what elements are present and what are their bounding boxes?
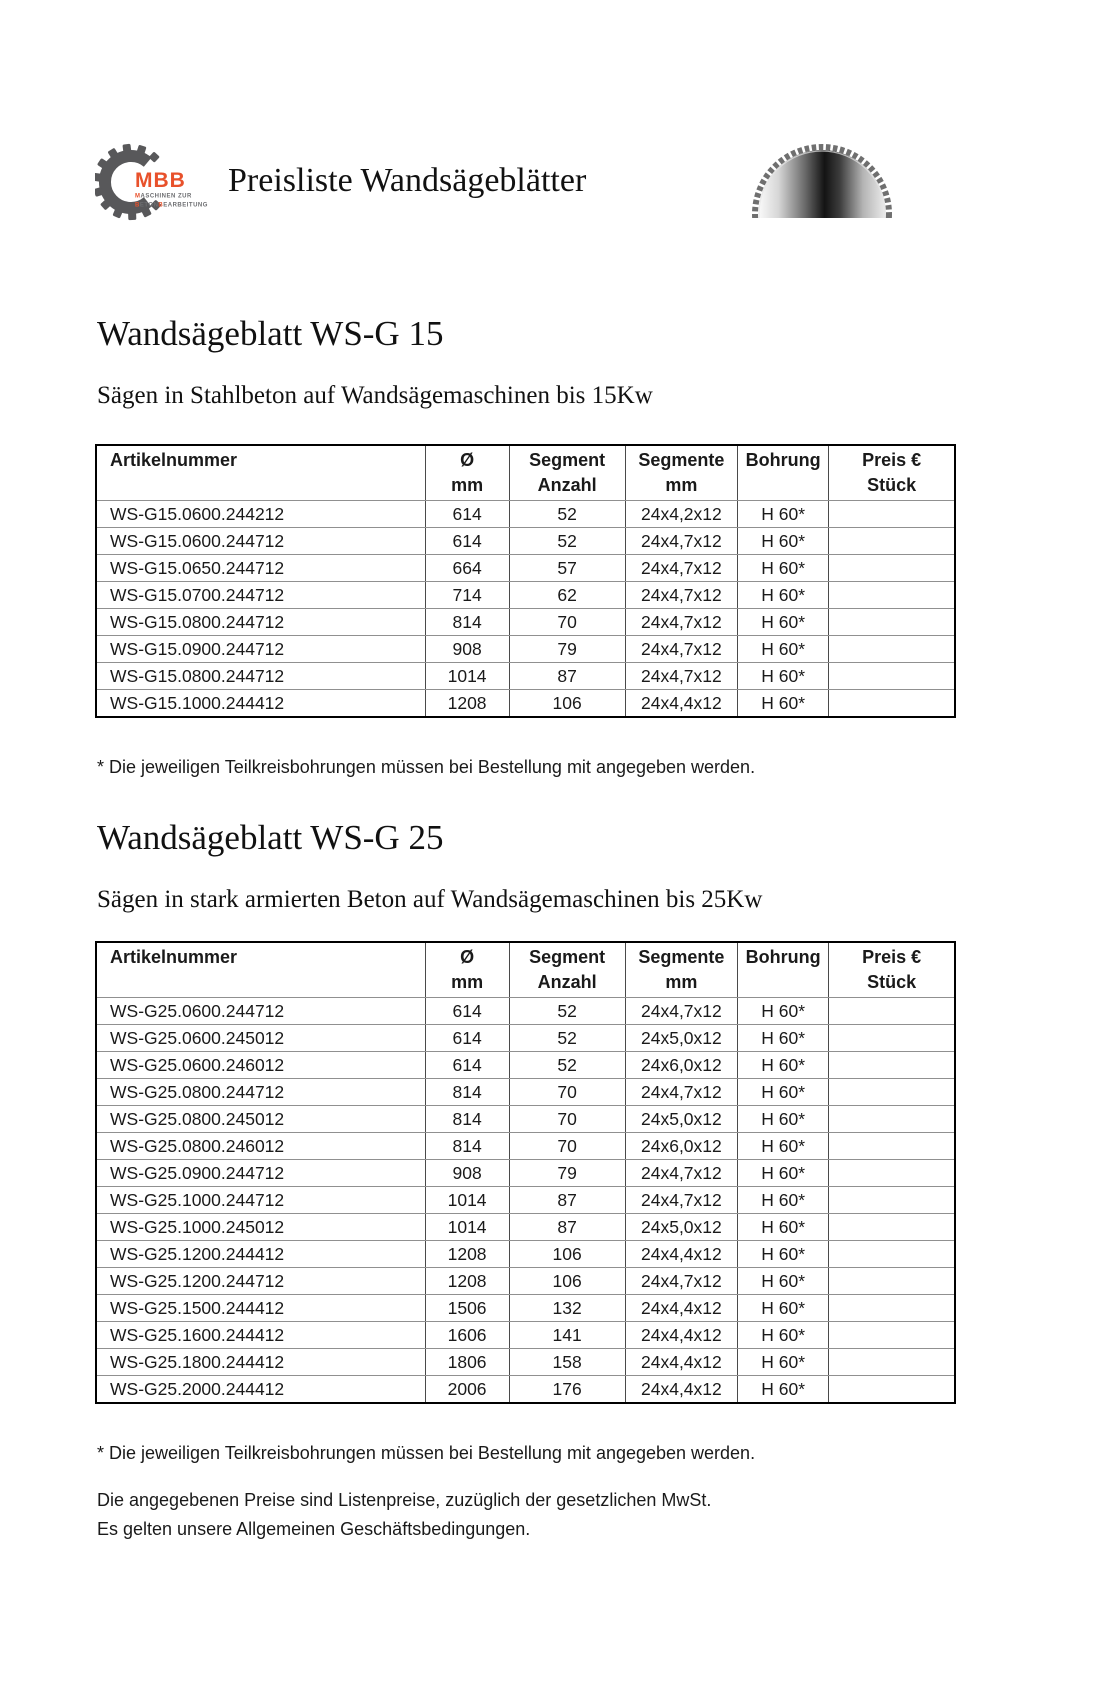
table-row: [96, 1133, 955, 1160]
article-number-cell: WS-G15.1000.244412: [96, 690, 425, 718]
table-header-row: [96, 445, 955, 501]
value-cell: 57: [509, 555, 625, 582]
article-number-cell: WS-G25.0900.244712: [96, 1160, 425, 1187]
value-cell: 24x5,0x12: [625, 1214, 738, 1241]
value-cell: 24x6,0x12: [625, 1052, 738, 1079]
table-row: [96, 582, 955, 609]
value-cell: H 60*: [738, 501, 829, 528]
article-number-cell: WS-G25.1800.244412: [96, 1349, 425, 1376]
article-number-cell: WS-G15.0650.244712: [96, 555, 425, 582]
price-cell: [829, 501, 955, 528]
table-row: [96, 1025, 955, 1052]
article-number-cell: WS-G15.0800.244712: [96, 663, 425, 690]
table-row: [96, 501, 955, 528]
article-number-cell: WS-G25.2000.244412: [96, 1376, 425, 1404]
value-cell: 87: [509, 663, 625, 690]
table-row: [96, 1106, 955, 1133]
column-header: Artikelnummer: [96, 942, 425, 998]
value-cell: H 60*: [738, 1106, 829, 1133]
price-cell: [829, 555, 955, 582]
value-cell: H 60*: [738, 1349, 829, 1376]
value-cell: 814: [425, 1079, 509, 1106]
article-number-cell: WS-G15.0800.244712: [96, 609, 425, 636]
company-logo: [95, 140, 219, 234]
article-number-cell: WS-G15.0600.244212: [96, 501, 425, 528]
section-subtitle-wsg25: Sägen in stark armierten Beton auf Wandsägemaschinen bis 25Kw: [97, 886, 763, 913]
value-cell: 70: [509, 1079, 625, 1106]
footer-prices-note: Die angegebenen Preise sind Listenpreise, zuzüglich der gesetzlichen MwSt.: [97, 1490, 712, 1510]
table-row: [96, 1241, 955, 1268]
value-cell: 70: [509, 1106, 625, 1133]
document-title: Preisliste Wandsägeblätter: [228, 162, 587, 199]
value-cell: H 60*: [738, 1376, 829, 1404]
column-header: Segmente mm: [625, 942, 738, 998]
value-cell: 1806: [425, 1349, 509, 1376]
value-cell: 79: [509, 1160, 625, 1187]
saw-blade-image: [752, 140, 892, 218]
price-table-wsg15: [95, 444, 956, 718]
value-cell: H 60*: [738, 582, 829, 609]
value-cell: 614: [425, 501, 509, 528]
value-cell: 106: [509, 690, 625, 718]
article-number-cell: WS-G25.0600.244712: [96, 998, 425, 1025]
price-cell: [829, 1268, 955, 1295]
column-header: Bohrung: [738, 942, 829, 998]
price-cell: [829, 1079, 955, 1106]
section-heading-wsg15: Wandsägeblatt WS-G 15: [97, 314, 444, 353]
value-cell: H 60*: [738, 1079, 829, 1106]
value-cell: 52: [509, 528, 625, 555]
value-cell: 664: [425, 555, 509, 582]
value-cell: 24x4,4x12: [625, 1241, 738, 1268]
article-number-cell: WS-G25.1000.245012: [96, 1214, 425, 1241]
table-row: [96, 998, 955, 1025]
value-cell: H 60*: [738, 555, 829, 582]
table-row: [96, 1160, 955, 1187]
price-cell: [829, 1241, 955, 1268]
value-cell: 87: [509, 1214, 625, 1241]
value-cell: 24x4,2x12: [625, 501, 738, 528]
article-number-cell: WS-G25.1600.244412: [96, 1322, 425, 1349]
price-cell: [829, 1106, 955, 1133]
column-header: Preis € Stück: [829, 942, 955, 998]
table-header-row: [96, 942, 955, 998]
value-cell: 52: [509, 1052, 625, 1079]
logo-tagline-line1: MASCHINEN ZUR: [135, 193, 192, 200]
value-cell: 24x4,7x12: [625, 1079, 738, 1106]
value-cell: 176: [509, 1376, 625, 1404]
table-row: [96, 690, 955, 718]
column-header: Artikelnummer: [96, 445, 425, 501]
value-cell: 1208: [425, 1268, 509, 1295]
price-cell: [829, 1187, 955, 1214]
value-cell: 24x4,4x12: [625, 1322, 738, 1349]
table-row: [96, 1052, 955, 1079]
article-number-cell: WS-G15.0700.244712: [96, 582, 425, 609]
value-cell: 158: [509, 1349, 625, 1376]
article-number-cell: WS-G25.1000.244712: [96, 1187, 425, 1214]
table-row: [96, 1214, 955, 1241]
price-table-wsg25: [95, 941, 956, 1404]
footnote-bore-holes: * Die jeweiligen Teilkreisbohrungen müssen bei Bestellung mit angegeben werden.: [97, 757, 756, 777]
value-cell: 1208: [425, 690, 509, 718]
article-number-cell: WS-G15.0900.244712: [96, 636, 425, 663]
value-cell: 24x6,0x12: [625, 1133, 738, 1160]
value-cell: 24x4,7x12: [625, 636, 738, 663]
price-cell: [829, 663, 955, 690]
value-cell: 1506: [425, 1295, 509, 1322]
price-cell: [829, 1322, 955, 1349]
table-row: [96, 663, 955, 690]
value-cell: 24x4,7x12: [625, 1187, 738, 1214]
price-cell: [829, 1376, 955, 1404]
value-cell: 614: [425, 1052, 509, 1079]
value-cell: 24x4,7x12: [625, 663, 738, 690]
value-cell: 24x4,7x12: [625, 609, 738, 636]
value-cell: H 60*: [738, 1025, 829, 1052]
value-cell: 814: [425, 1133, 509, 1160]
section-heading-wsg25: Wandsägeblatt WS-G 25: [97, 818, 444, 857]
table-row: [96, 1187, 955, 1214]
price-cell: [829, 528, 955, 555]
footer-terms-note: Es gelten unsere Allgemeinen Geschäftsbedingungen.: [97, 1519, 531, 1539]
logo-brand-text: MBB: [135, 169, 186, 192]
price-cell: [829, 1295, 955, 1322]
value-cell: 908: [425, 1160, 509, 1187]
price-cell: [829, 1214, 955, 1241]
column-header: Segment Anzahl: [509, 445, 625, 501]
value-cell: 52: [509, 1025, 625, 1052]
value-cell: 714: [425, 582, 509, 609]
column-header: Ø mm: [425, 942, 509, 998]
value-cell: 24x4,7x12: [625, 998, 738, 1025]
value-cell: 814: [425, 1106, 509, 1133]
value-cell: H 60*: [738, 1241, 829, 1268]
value-cell: 1014: [425, 1214, 509, 1241]
article-number-cell: WS-G25.0800.245012: [96, 1106, 425, 1133]
value-cell: H 60*: [738, 528, 829, 555]
value-cell: 62: [509, 582, 625, 609]
value-cell: 79: [509, 636, 625, 663]
article-number-cell: WS-G25.0600.246012: [96, 1052, 425, 1079]
value-cell: 1014: [425, 1187, 509, 1214]
table-row: [96, 1079, 955, 1106]
value-cell: 814: [425, 609, 509, 636]
table-row: [96, 609, 955, 636]
table-row: [96, 1349, 955, 1376]
value-cell: H 60*: [738, 690, 829, 718]
value-cell: 24x4,4x12: [625, 1376, 738, 1404]
value-cell: H 60*: [738, 1160, 829, 1187]
column-header: Bohrung: [738, 445, 829, 501]
table-row: [96, 636, 955, 663]
value-cell: H 60*: [738, 1214, 829, 1241]
price-cell: [829, 998, 955, 1025]
value-cell: H 60*: [738, 1322, 829, 1349]
footnote-bore-holes: * Die jeweiligen Teilkreisbohrungen müssen bei Bestellung mit angegeben werden.: [97, 1443, 756, 1463]
article-number-cell: WS-G25.1200.244412: [96, 1241, 425, 1268]
article-number-cell: WS-G25.1200.244712: [96, 1268, 425, 1295]
article-number-cell: WS-G15.0600.244712: [96, 528, 425, 555]
value-cell: 24x5,0x12: [625, 1025, 738, 1052]
table-row: [96, 1376, 955, 1404]
value-cell: 614: [425, 528, 509, 555]
article-number-cell: WS-G25.0800.246012: [96, 1133, 425, 1160]
value-cell: 24x4,7x12: [625, 1268, 738, 1295]
column-header: Preis € Stück: [829, 445, 955, 501]
value-cell: 24x4,4x12: [625, 1295, 738, 1322]
value-cell: 1014: [425, 663, 509, 690]
column-header: Segmente mm: [625, 445, 738, 501]
table-row: [96, 528, 955, 555]
value-cell: 106: [509, 1268, 625, 1295]
value-cell: 52: [509, 998, 625, 1025]
price-cell: [829, 1052, 955, 1079]
price-cell: [829, 1349, 955, 1376]
price-cell: [829, 636, 955, 663]
price-cell: [829, 582, 955, 609]
value-cell: 141: [509, 1322, 625, 1349]
value-cell: 24x4,7x12: [625, 582, 738, 609]
value-cell: 24x4,7x12: [625, 555, 738, 582]
column-header: Ø mm: [425, 445, 509, 501]
value-cell: 132: [509, 1295, 625, 1322]
table-row: [96, 1268, 955, 1295]
value-cell: 908: [425, 636, 509, 663]
value-cell: H 60*: [738, 1295, 829, 1322]
value-cell: H 60*: [738, 1052, 829, 1079]
article-number-cell: WS-G25.0600.245012: [96, 1025, 425, 1052]
value-cell: 24x5,0x12: [625, 1106, 738, 1133]
table-row: [96, 1322, 955, 1349]
value-cell: H 60*: [738, 1268, 829, 1295]
value-cell: 614: [425, 1025, 509, 1052]
value-cell: 24x4,4x12: [625, 1349, 738, 1376]
logo-tagline-line2: BETONBEARBEITUNG: [135, 202, 208, 209]
value-cell: H 60*: [738, 1187, 829, 1214]
value-cell: 70: [509, 1133, 625, 1160]
value-cell: 1606: [425, 1322, 509, 1349]
value-cell: 24x4,7x12: [625, 1160, 738, 1187]
value-cell: 106: [509, 1241, 625, 1268]
value-cell: 70: [509, 609, 625, 636]
article-number-cell: WS-G25.0800.244712: [96, 1079, 425, 1106]
value-cell: H 60*: [738, 1133, 829, 1160]
value-cell: H 60*: [738, 636, 829, 663]
table-row: [96, 555, 955, 582]
price-cell: [829, 609, 955, 636]
section-subtitle-wsg15: Sägen in Stahlbeton auf Wandsägemaschinen bis 15Kw: [97, 382, 653, 409]
value-cell: 2006: [425, 1376, 509, 1404]
value-cell: 87: [509, 1187, 625, 1214]
value-cell: 614: [425, 998, 509, 1025]
value-cell: H 60*: [738, 609, 829, 636]
column-header: Segment Anzahl: [509, 942, 625, 998]
value-cell: 52: [509, 501, 625, 528]
table-row: [96, 1295, 955, 1322]
price-cell: [829, 690, 955, 718]
price-cell: [829, 1133, 955, 1160]
value-cell: H 60*: [738, 663, 829, 690]
price-cell: [829, 1025, 955, 1052]
value-cell: 24x4,7x12: [625, 528, 738, 555]
gear-logo-icon: [95, 140, 219, 230]
price-cell: [829, 1160, 955, 1187]
article-number-cell: WS-G25.1500.244412: [96, 1295, 425, 1322]
value-cell: H 60*: [738, 998, 829, 1025]
value-cell: 1208: [425, 1241, 509, 1268]
value-cell: 24x4,4x12: [625, 690, 738, 718]
